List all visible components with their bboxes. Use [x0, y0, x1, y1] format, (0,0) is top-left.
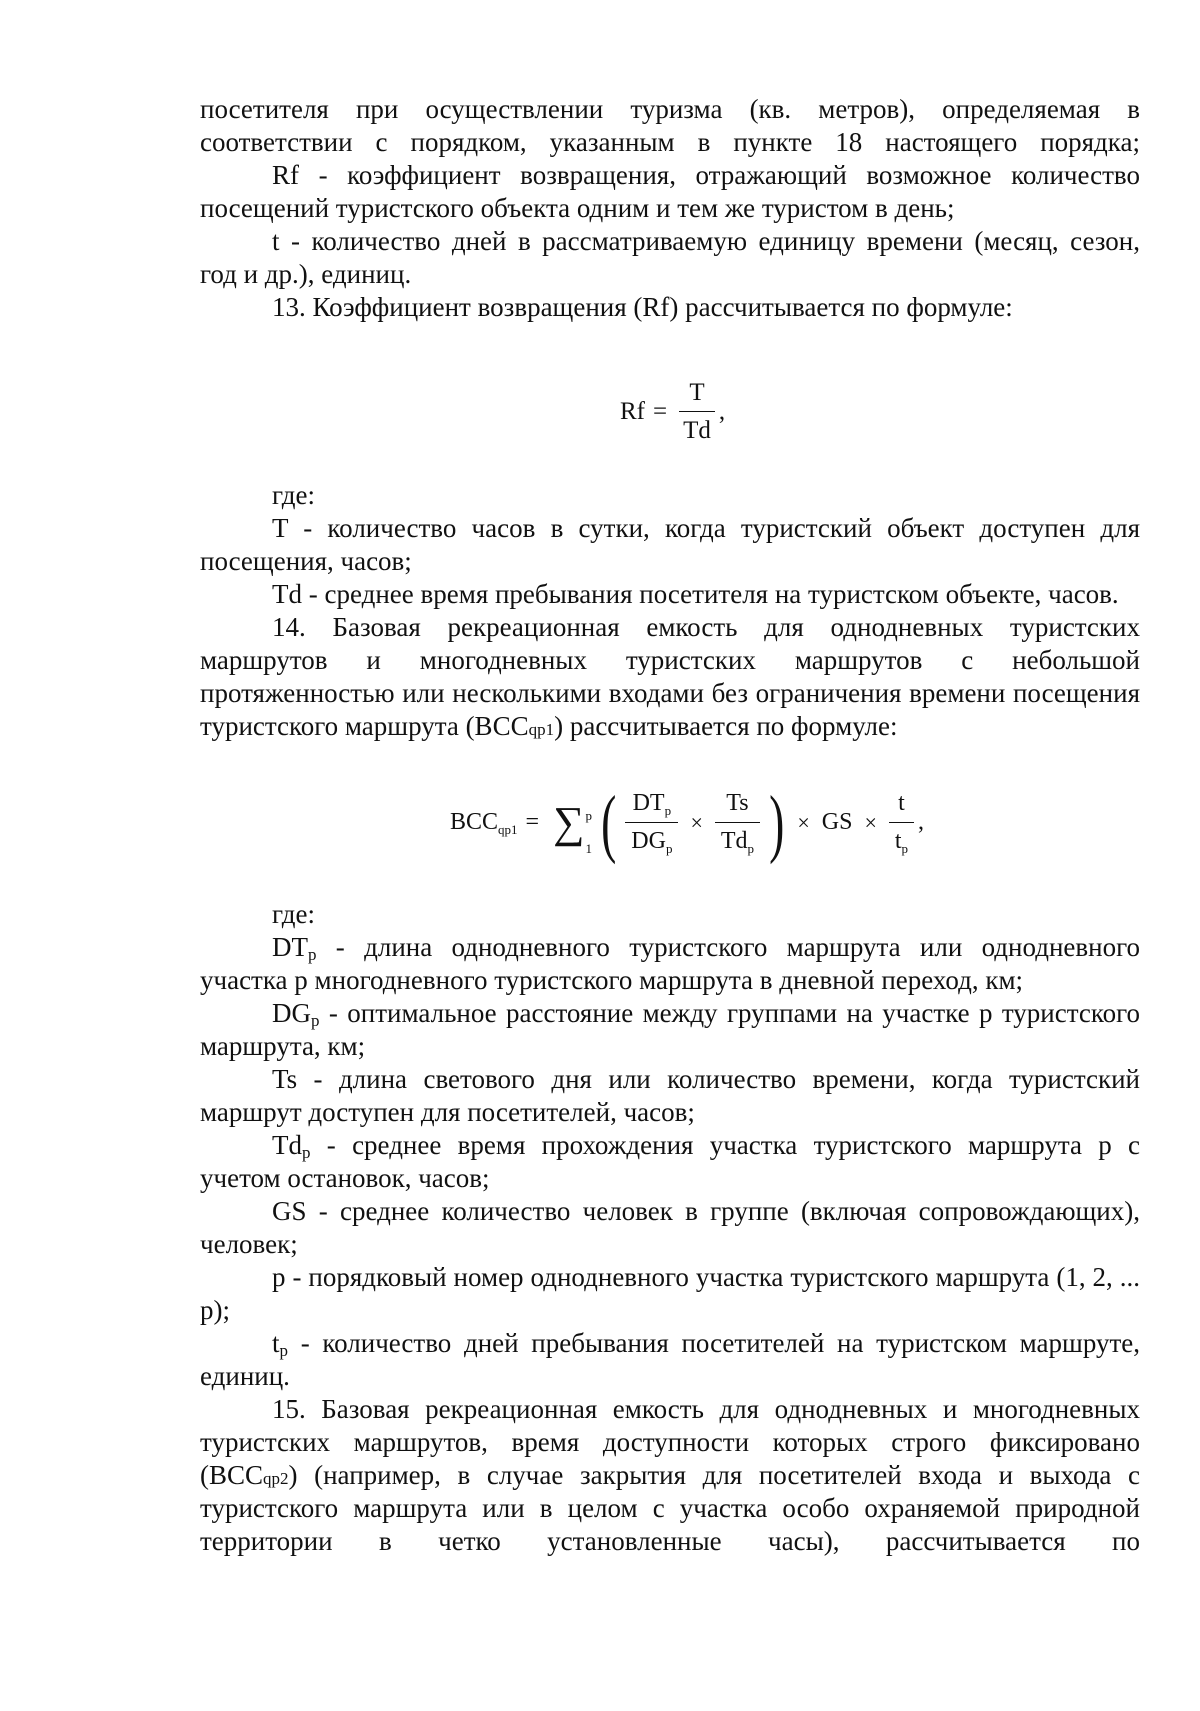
fraction-dt-dg	[625, 787, 678, 858]
fraction-denominator: Td	[679, 411, 715, 447]
formula-rf	[200, 324, 1140, 479]
definition-T	[200, 512, 1140, 578]
subscript: p	[747, 841, 755, 856]
paragraph-text: - оптимальное расстояние между группами на участке p туристского маршрута, км;	[200, 998, 1140, 1061]
sum-upper-limit: p	[585, 807, 592, 823]
paragraph-text: - количество дней пребывания посетителей на туристском маршруте, единиц.	[200, 1328, 1140, 1391]
where-label	[200, 898, 1140, 931]
subscript: p	[308, 945, 317, 964]
right-paren: )	[769, 780, 785, 865]
gs-symbol: GS	[821, 809, 853, 835]
paragraph-text: T - количество часов в сутки, когда туристский объект доступен для посещения, часов;	[200, 513, 1140, 576]
symbol: DG	[631, 828, 666, 854]
paragraph-text: где:	[272, 480, 315, 510]
definition-rf	[200, 159, 1140, 225]
formula-lhs: Rf	[620, 398, 645, 425]
sum-symbol: ∑	[553, 797, 585, 847]
subscript: p	[302, 1143, 311, 1162]
definition-t	[200, 225, 1140, 291]
formula-lhs	[450, 806, 518, 839]
formula-bcc	[200, 743, 1140, 898]
fraction-denominator	[715, 822, 760, 858]
equals-sign: =	[653, 398, 668, 425]
paragraph-text: ) рассчитывается по формуле:	[554, 711, 898, 741]
definition-GS	[200, 1195, 1140, 1261]
where-label	[200, 479, 1140, 512]
definition-tp	[200, 1327, 1140, 1393]
paragraph-text: - длина однодневного туристского маршрута или однодневного участка p многодневного туристского маршрута в дневной переход, км;	[200, 932, 1140, 995]
equals-sign: =	[525, 809, 540, 835]
paragraph-text: t - количество дней в рассматриваемую единицу времени (месяц, сезон, год и др.), единиц.	[200, 226, 1140, 289]
subscript: qp1	[498, 822, 518, 837]
symbol: Td	[720, 828, 748, 854]
fraction-denominator	[625, 822, 678, 858]
subscript: p	[279, 1341, 289, 1360]
times-sign: ×	[690, 810, 703, 835]
formula-comma: ,	[918, 809, 925, 835]
subscript: p	[664, 803, 672, 818]
paragraph-text: p - порядковый номер однодневного участка туристского маршрута (1, 2, ... p);	[200, 1262, 1140, 1325]
subscript: p	[311, 1011, 320, 1030]
symbol: DG	[272, 998, 311, 1028]
symbol: DT	[272, 932, 308, 962]
paragraph-text: посетителя при осуществлении туризма (кв. метров), определяемая в соответствии с порядком, указанным в пункте 18 настоящего порядка;	[200, 94, 1140, 157]
paragraph-text: Ts - длина светового дня или количество времени, когда туристский маршрут доступен для посетителей, часов;	[200, 1064, 1140, 1127]
definition-Tdp	[200, 1129, 1140, 1195]
paragraph-text: Rf - коэффициент возвращения, отражающий возможное количество посещений туристского объекта одним и тем же туристом в день;	[200, 160, 1140, 223]
paragraph-text: GS - среднее количество человек в группе (включая сопровождающих), человек;	[200, 1196, 1140, 1259]
clause-15	[200, 1393, 1140, 1558]
clause-13	[200, 291, 1140, 324]
subscript: qp2	[263, 1469, 289, 1488]
subscript: p	[901, 841, 909, 856]
fraction-ts-td	[715, 787, 760, 858]
definition-Td	[200, 578, 1140, 611]
symbol: t	[894, 828, 902, 854]
paragraph-text: 14. Базовая рекреационная емкость для однодневных туристских маршрутов и многодневных туристских маршрутов с небольшой протяженностью или несколькими входами без ограничения времени посещения туристского маршрута (BCC	[200, 612, 1140, 741]
paragraph-text: 15. Базовая рекреационная емкость для однодневных и многодневных туристских маршрутов, время доступности которых строго фиксировано (BCC	[200, 1394, 1140, 1490]
formula-comma: ,	[718, 398, 726, 425]
formula-lhs-text: BCC	[450, 809, 499, 835]
times-sign: ×	[797, 810, 810, 835]
fraction-numerator: T	[689, 379, 705, 406]
times-sign: ×	[864, 810, 877, 835]
paragraph-continuation	[200, 93, 1140, 159]
symbol: Td	[272, 1130, 302, 1160]
subscript: p	[665, 841, 673, 856]
fraction-numerator: Ts	[726, 790, 749, 816]
fraction-numerator	[627, 787, 678, 822]
fraction-numerator: t	[898, 790, 905, 816]
fraction	[679, 376, 715, 447]
paragraph-text: ) (например, в случае закрытия для посетителей входа и выхода с туристского маршрута или в целом с участка особо охраняемой природной территории в четко установленные часы), рассчитывается по	[200, 1460, 1140, 1556]
symbol: DT	[632, 790, 665, 816]
paragraph-text: - среднее время прохождения участка туристского маршрута p с учетом остановок, часов;	[200, 1130, 1140, 1193]
paragraph-text: Td - среднее время пребывания посетителя на туристском объекте, часов.	[272, 579, 1119, 609]
clause-14	[200, 611, 1140, 743]
symbol: t	[272, 1328, 280, 1358]
definition-DTp	[200, 931, 1140, 997]
fraction-denominator	[889, 822, 914, 858]
document-body	[200, 93, 1140, 1558]
sum-limits	[585, 799, 592, 856]
definition-Ts	[200, 1063, 1140, 1129]
subscript: qp1	[528, 720, 555, 739]
left-paren: (	[601, 780, 617, 865]
definition-DGp	[200, 997, 1140, 1063]
paragraph-text: где:	[272, 899, 315, 929]
definition-p	[200, 1261, 1140, 1327]
fraction-t-tp	[889, 787, 914, 858]
paragraph-text: 13. Коэффициент возвращения (Rf) рассчитывается по формуле:	[272, 292, 1013, 322]
sum-lower-limit: 1	[585, 840, 592, 856]
